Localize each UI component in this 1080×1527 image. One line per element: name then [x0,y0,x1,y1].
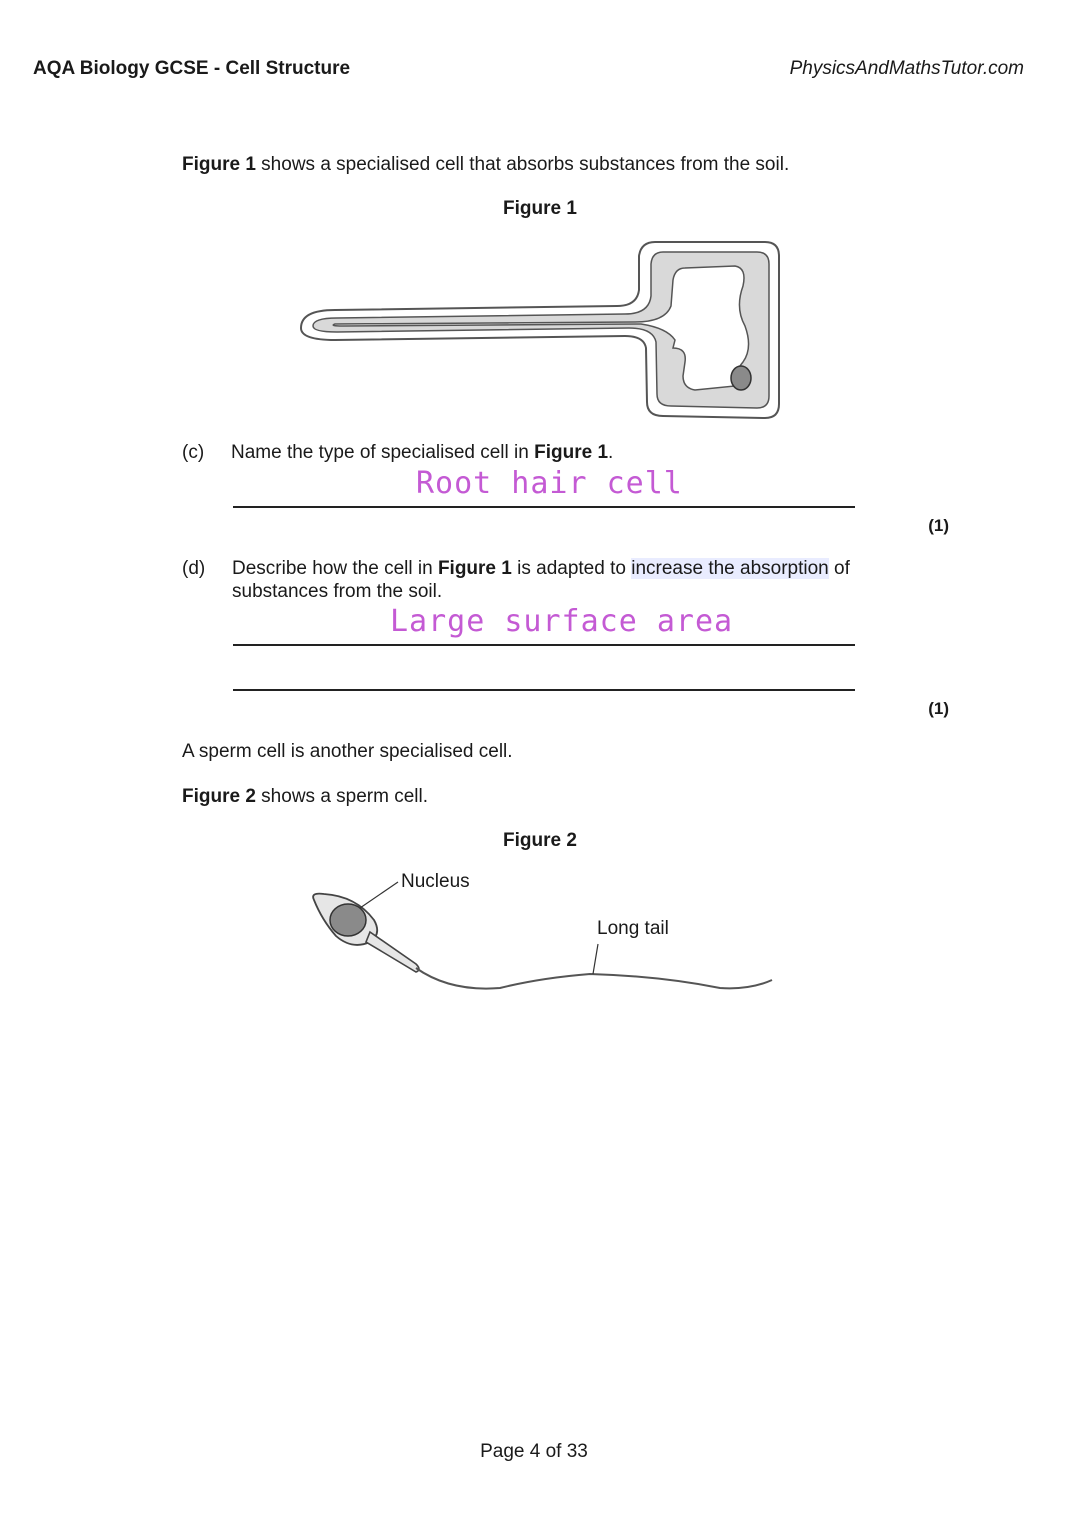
question-d-text-2: is adapted to [511,558,632,579]
sperm-cell-diagram [300,870,780,1000]
sperm-midpiece [366,932,419,972]
figure2-intro [182,785,428,808]
sperm-intro-text: A sperm cell is another specialised cell. [182,741,513,762]
question-c-figure-ref: Figure 1 [534,442,609,463]
question-d-text-1: Describe how the cell in [232,558,438,579]
question-d-text [232,557,912,603]
nucleus-leader-line [360,882,398,908]
question-c-answer: Root hair cell [416,466,683,501]
page-number: Page 4 of 33 [480,1441,588,1462]
header-title: AQA Biology GCSE - Cell Structure [33,58,351,79]
question-d-text-3: of [828,558,850,579]
header-source: PhysicsAndMathsTutor.com [789,58,1024,79]
question-c-answer-line [233,506,855,508]
root-hair-cell-diagram [295,236,795,426]
question-d-figure-ref: Figure 1 [437,558,512,579]
root-hair-nucleus [731,366,751,390]
question-c-marks: (1) [928,516,949,535]
long-tail-label: Long tail [597,918,669,939]
figure2-title: Figure 2 [503,830,577,851]
question-d-answer-line-1 [233,644,855,646]
question-d-text-line2: substances from the soil. [232,581,443,602]
intro-text [182,153,789,176]
question-c-text-before: Name the type of specialised cell in [231,442,535,463]
question-c-text-after: . [608,442,614,463]
question-d-answer: Large surface area [390,604,734,639]
tail-leader-line [593,944,598,974]
figure2-intro-figure-ref: Figure 2 [182,786,256,807]
question-d-number: (d) [182,558,206,579]
question-c-text [231,441,613,464]
intro-sentence: shows a specialised cell that absorbs substances from the soil. [255,154,790,175]
intro-figure-ref: Figure 1 [182,154,256,175]
question-d-answer-line-2 [233,689,855,691]
nucleus-label: Nucleus [401,871,470,892]
question-d-marks: (1) [928,699,949,718]
question-d-highlight: increase the absorption [631,558,829,579]
figure2-intro-text: shows a sperm cell. [255,786,429,807]
figure1-title: Figure 1 [503,198,577,219]
sperm-nucleus [330,904,366,936]
question-c-number: (c) [182,442,205,463]
